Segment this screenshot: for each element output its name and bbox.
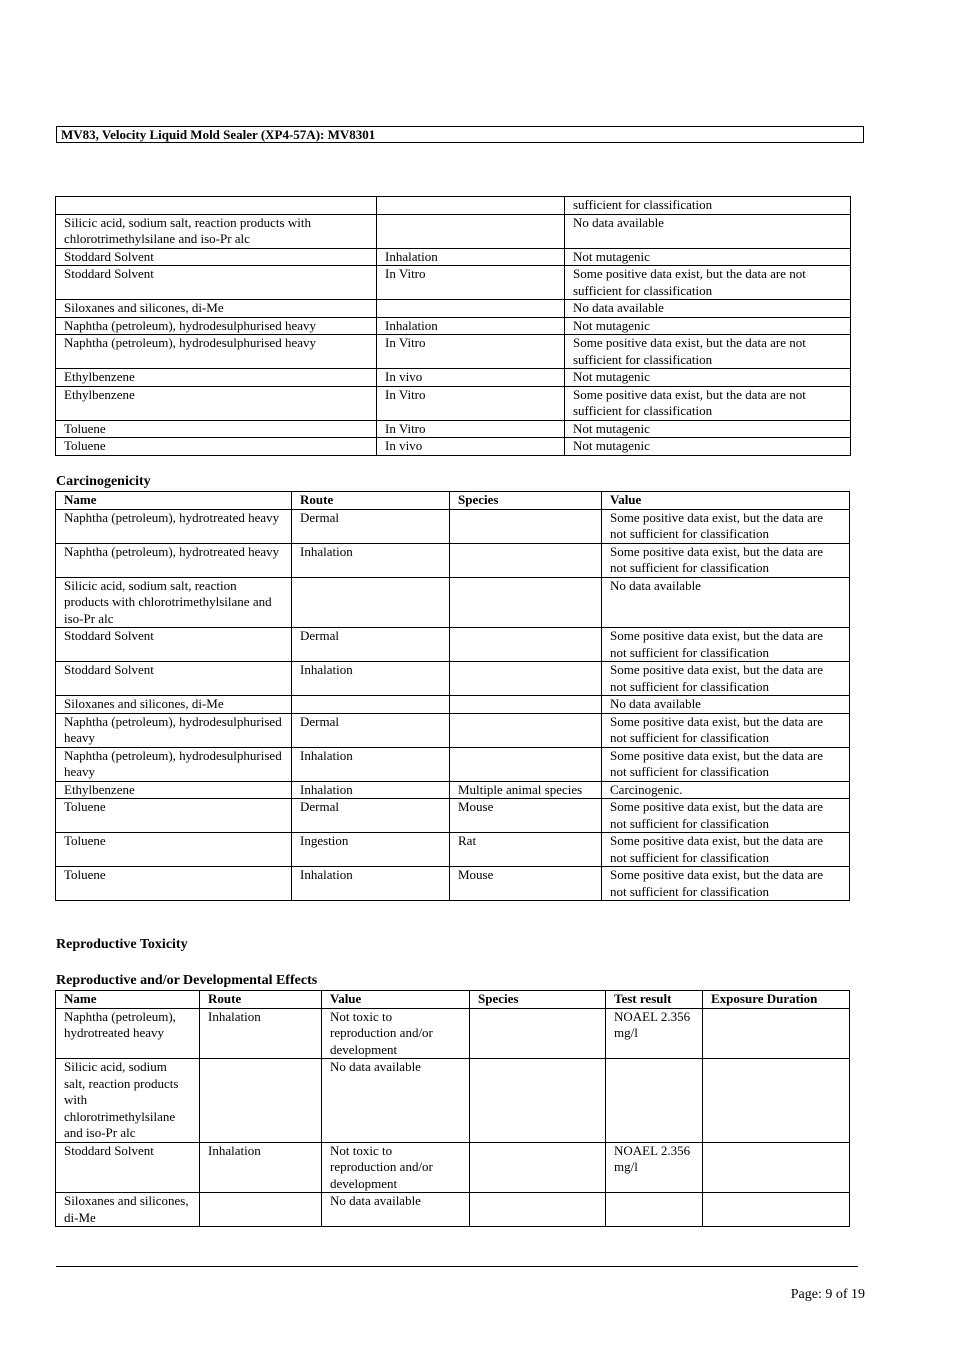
table-cell: Silicic acid, sodium salt, reaction products with chlorotrimethylsilane and iso-Pr alc (56, 577, 292, 628)
footer-divider (56, 1266, 858, 1267)
table-row (56, 543, 850, 577)
table-cell (377, 300, 565, 318)
column-header: Value (602, 492, 850, 510)
column-header: Value (322, 991, 470, 1009)
table-row (56, 1193, 850, 1227)
table-cell: Not mutagenic (565, 369, 851, 387)
table-cell: Toluene (56, 867, 292, 901)
table-row (56, 662, 850, 696)
table-row (56, 1008, 850, 1059)
table-cell: No data available (565, 214, 851, 248)
table-cell: Not mutagenic (565, 248, 851, 266)
table-cell: Some positive data exist, but the data are not sufficient for classification (602, 662, 850, 696)
table-row (56, 420, 851, 438)
column-header: Species (470, 991, 606, 1009)
table-cell: Naphtha (petroleum), hydrodesulphurised heavy (56, 317, 377, 335)
table-cell: Siloxanes and silicones, di-Me (56, 1193, 200, 1227)
table-cell: Not mutagenic (565, 438, 851, 456)
table-cell: Dermal (292, 509, 450, 543)
table-cell (200, 1059, 322, 1143)
table-cell: Multiple animal species (450, 781, 602, 799)
table-cell: In Vitro (377, 266, 565, 300)
table-row (56, 781, 850, 799)
table-cell: Siloxanes and silicones, di-Me (56, 696, 292, 714)
table-cell: NOAEL 2.356 mg/l (606, 1008, 703, 1059)
table-row (56, 335, 851, 369)
table-cell: Inhalation (292, 662, 450, 696)
table-row (56, 833, 850, 867)
table-cell (450, 577, 602, 628)
table-cell: No data available (602, 696, 850, 714)
table-cell (292, 696, 450, 714)
table-cell: Rat (450, 833, 602, 867)
table-cell: In vivo (377, 438, 565, 456)
table-row (56, 438, 851, 456)
table-cell (703, 1193, 850, 1227)
carcinogenicity-table-body (56, 509, 850, 901)
table-row (56, 799, 850, 833)
table-cell (606, 1059, 703, 1143)
table-cell: Inhalation (292, 781, 450, 799)
table-cell: Stoddard Solvent (56, 248, 377, 266)
column-header: Test result (606, 991, 703, 1009)
table-cell: Naphtha (petroleum), hydrodesulphurised heavy (56, 713, 292, 747)
reproductive-table-body (56, 1008, 850, 1227)
table-cell: sufficient for classification (565, 197, 851, 215)
table-row (56, 1059, 850, 1143)
table-cell: Not toxic to reproduction and/or development (322, 1008, 470, 1059)
table-cell: No data available (602, 577, 850, 628)
table-cell: Dermal (292, 628, 450, 662)
table-cell (450, 662, 602, 696)
table-cell: Naphtha (petroleum), hydrotreated heavy (56, 543, 292, 577)
table-cell: Some positive data exist, but the data are not sufficient for classification (602, 628, 850, 662)
document-header-title: MV83, Velocity Liquid Mold Sealer (XP4-57A): MV8301 (56, 126, 864, 143)
column-header: Route (200, 991, 322, 1009)
table-cell (450, 696, 602, 714)
table-cell: Stoddard Solvent (56, 266, 377, 300)
table-cell (470, 1142, 606, 1193)
table-row (56, 747, 850, 781)
table-cell: Dermal (292, 713, 450, 747)
table-cell (56, 197, 377, 215)
table-cell: Siloxanes and silicones, di-Me (56, 300, 377, 318)
table-row (56, 386, 851, 420)
table-cell: No data available (322, 1059, 470, 1143)
table-cell: Stoddard Solvent (56, 628, 292, 662)
table-cell (606, 1193, 703, 1227)
table-cell (703, 1008, 850, 1059)
table-cell: Some positive data exist, but the data are not sufficient for classification (602, 543, 850, 577)
table-cell: Not toxic to reproduction and/or development (322, 1142, 470, 1193)
table-cell: Naphtha (petroleum), hydrotreated heavy (56, 1008, 200, 1059)
table-cell: Inhalation (292, 747, 450, 781)
table-row (56, 577, 850, 628)
carcinogenicity-header-row (56, 492, 850, 510)
table-cell: In Vitro (377, 335, 565, 369)
reproductive-table (55, 990, 850, 1227)
table-cell: Inhalation (292, 867, 450, 901)
table-cell: Toluene (56, 420, 377, 438)
table-cell: Stoddard Solvent (56, 1142, 200, 1193)
table-cell (470, 1059, 606, 1143)
table-row (56, 214, 851, 248)
table-cell: Toluene (56, 799, 292, 833)
table-cell (292, 577, 450, 628)
table-cell: In Vitro (377, 386, 565, 420)
table-row (56, 628, 850, 662)
table-cell: Naphtha (petroleum), hydrotreated heavy (56, 509, 292, 543)
table-cell: Inhalation (292, 543, 450, 577)
column-header: Species (450, 492, 602, 510)
table-cell: No data available (322, 1193, 470, 1227)
table-cell: Some positive data exist, but the data are not sufficient for classification (602, 833, 850, 867)
table-cell: In Vitro (377, 420, 565, 438)
table-cell: Ethylbenzene (56, 369, 377, 387)
reproductive-effects-subheading: Reproductive and/or Developmental Effects (56, 973, 318, 988)
column-header: Name (56, 991, 200, 1009)
table-row (56, 197, 851, 215)
carcinogenicity-table (55, 491, 850, 901)
table-cell: Silicic acid, sodium salt, reaction products with chlorotrimethylsilane and iso-Pr alc (56, 214, 377, 248)
table-cell: Naphtha (petroleum), hydrodesulphurised heavy (56, 335, 377, 369)
reproductive-header-row (56, 991, 850, 1009)
table-cell (450, 509, 602, 543)
table-cell: Toluene (56, 438, 377, 456)
reproductive-toxicity-heading: Reproductive Toxicity (56, 937, 188, 952)
column-header: Route (292, 492, 450, 510)
column-header: Exposure Duration (703, 991, 850, 1009)
table-cell: Dermal (292, 799, 450, 833)
table-cell: Naphtha (petroleum), hydrodesulphurised heavy (56, 747, 292, 781)
table-cell: Ingestion (292, 833, 450, 867)
table-cell (450, 747, 602, 781)
page-number: Page: 9 of 19 (790, 1287, 865, 1302)
table-cell (450, 543, 602, 577)
table-cell: NOAEL 2.356 mg/l (606, 1142, 703, 1193)
germ-cell-table-body (56, 197, 851, 456)
table-cell: Some positive data exist, but the data are not sufficient for classification (602, 799, 850, 833)
table-cell: Ethylbenzene (56, 386, 377, 420)
table-row (56, 266, 851, 300)
table-cell: Some positive data exist, but the data are not sufficient for classification (565, 335, 851, 369)
table-cell: Some positive data exist, but the data are not sufficient for classification (602, 747, 850, 781)
table-row (56, 867, 850, 901)
table-cell: In vivo (377, 369, 565, 387)
table-cell (200, 1193, 322, 1227)
table-row (56, 509, 850, 543)
table-cell (470, 1193, 606, 1227)
table-cell (377, 197, 565, 215)
table-row (56, 1142, 850, 1193)
table-cell: Inhalation (377, 317, 565, 335)
table-cell: Inhalation (200, 1142, 322, 1193)
table-cell (377, 214, 565, 248)
table-cell: Not mutagenic (565, 420, 851, 438)
table-cell (470, 1008, 606, 1059)
table-row (56, 317, 851, 335)
table-cell: Not mutagenic (565, 317, 851, 335)
table-cell (703, 1142, 850, 1193)
table-row (56, 696, 850, 714)
table-cell (450, 713, 602, 747)
table-cell: Some positive data exist, but the data are not sufficient for classification (602, 509, 850, 543)
table-cell: Some positive data exist, but the data are not sufficient for classification (565, 386, 851, 420)
table-row (56, 713, 850, 747)
column-header: Name (56, 492, 292, 510)
table-cell: Mouse (450, 867, 602, 901)
table-cell: Inhalation (200, 1008, 322, 1059)
table-cell: Carcinogenic. (602, 781, 850, 799)
table-cell: Some positive data exist, but the data are not sufficient for classification (602, 713, 850, 747)
table-row (56, 248, 851, 266)
table-cell (450, 628, 602, 662)
table-cell: Silicic acid, sodium salt, reaction products with chlorotrimethylsilane and iso-Pr alc (56, 1059, 200, 1143)
germ-cell-table (55, 196, 851, 456)
table-cell: Ethylbenzene (56, 781, 292, 799)
table-row (56, 369, 851, 387)
table-cell: Inhalation (377, 248, 565, 266)
table-cell: Toluene (56, 833, 292, 867)
table-cell: No data available (565, 300, 851, 318)
table-cell: Some positive data exist, but the data are not sufficient for classification (602, 867, 850, 901)
carcinogenicity-heading: Carcinogenicity (56, 474, 151, 489)
table-cell: Some positive data exist, but the data are not sufficient for classification (565, 266, 851, 300)
table-row (56, 300, 851, 318)
table-cell: Mouse (450, 799, 602, 833)
table-cell (703, 1059, 850, 1143)
table-cell: Stoddard Solvent (56, 662, 292, 696)
